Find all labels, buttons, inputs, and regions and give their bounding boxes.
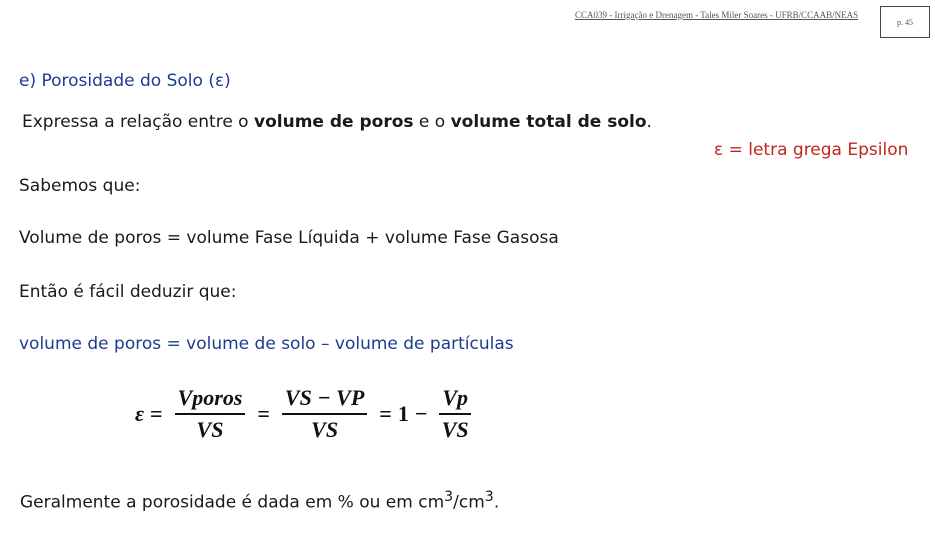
fraction-3-denominator: VS [441,417,469,442]
epsilon-note: ε = letra grega Epsilon [714,140,909,160]
definition-bold-volume-total: volume total de solo [450,112,647,132]
course-header: CCA039 - Irrigação e Drenagem - Tales Miler Soares - UFRB/CCAAB/NEAS [575,10,859,20]
known-line: Sabemos que: [19,176,141,196]
deduction-line: Então é fácil deduzir que: [19,282,237,302]
page-number-box: p. 45 [880,6,930,38]
fraction-vporos-vs [175,385,246,443]
formula-equals-2: = [257,401,270,426]
formula-one: 1 [397,401,409,426]
units-line [20,489,499,513]
units-sup-1: 3 [444,489,454,505]
units-sup-2: 3 [484,489,494,505]
fraction-1-numerator: Vporos [175,385,246,415]
fraction-vp-vs [439,385,471,443]
fraction-3-numerator: Vp [439,385,471,415]
fraction-1-denominator: VS [196,417,224,442]
units-text-b: /cm [453,492,485,513]
definition-line [22,112,652,132]
formula-equals-1: = [150,401,163,426]
units-text-c: . [493,492,500,513]
pore-volume-deduction: volume de poros = volume de solo – volume de partículas [19,334,514,354]
fraction-vs-minus-vp [282,385,367,443]
definition-text-a: Expressa a relação entre o [22,112,254,132]
definition-text-c: e o [413,112,451,132]
porosity-formula [135,383,477,445]
pore-volume-equation: Volume de poros = volume Fase Líquida + volume Fase Gasosa [19,228,559,248]
formula-epsilon: ε [135,401,145,426]
fraction-2-numerator: VS − VP [282,385,367,415]
formula-equals-3: = [379,401,392,426]
slide-title: e) Porosidade do Solo (ε) [19,71,231,91]
fraction-2-denominator: VS [311,417,339,442]
definition-text-e: . [646,112,652,132]
units-text-a: Geralmente a porosidade é dada em % ou em cm [20,492,445,513]
formula-minus: − [414,401,428,426]
definition-bold-volume-poros: volume de poros [254,112,414,132]
